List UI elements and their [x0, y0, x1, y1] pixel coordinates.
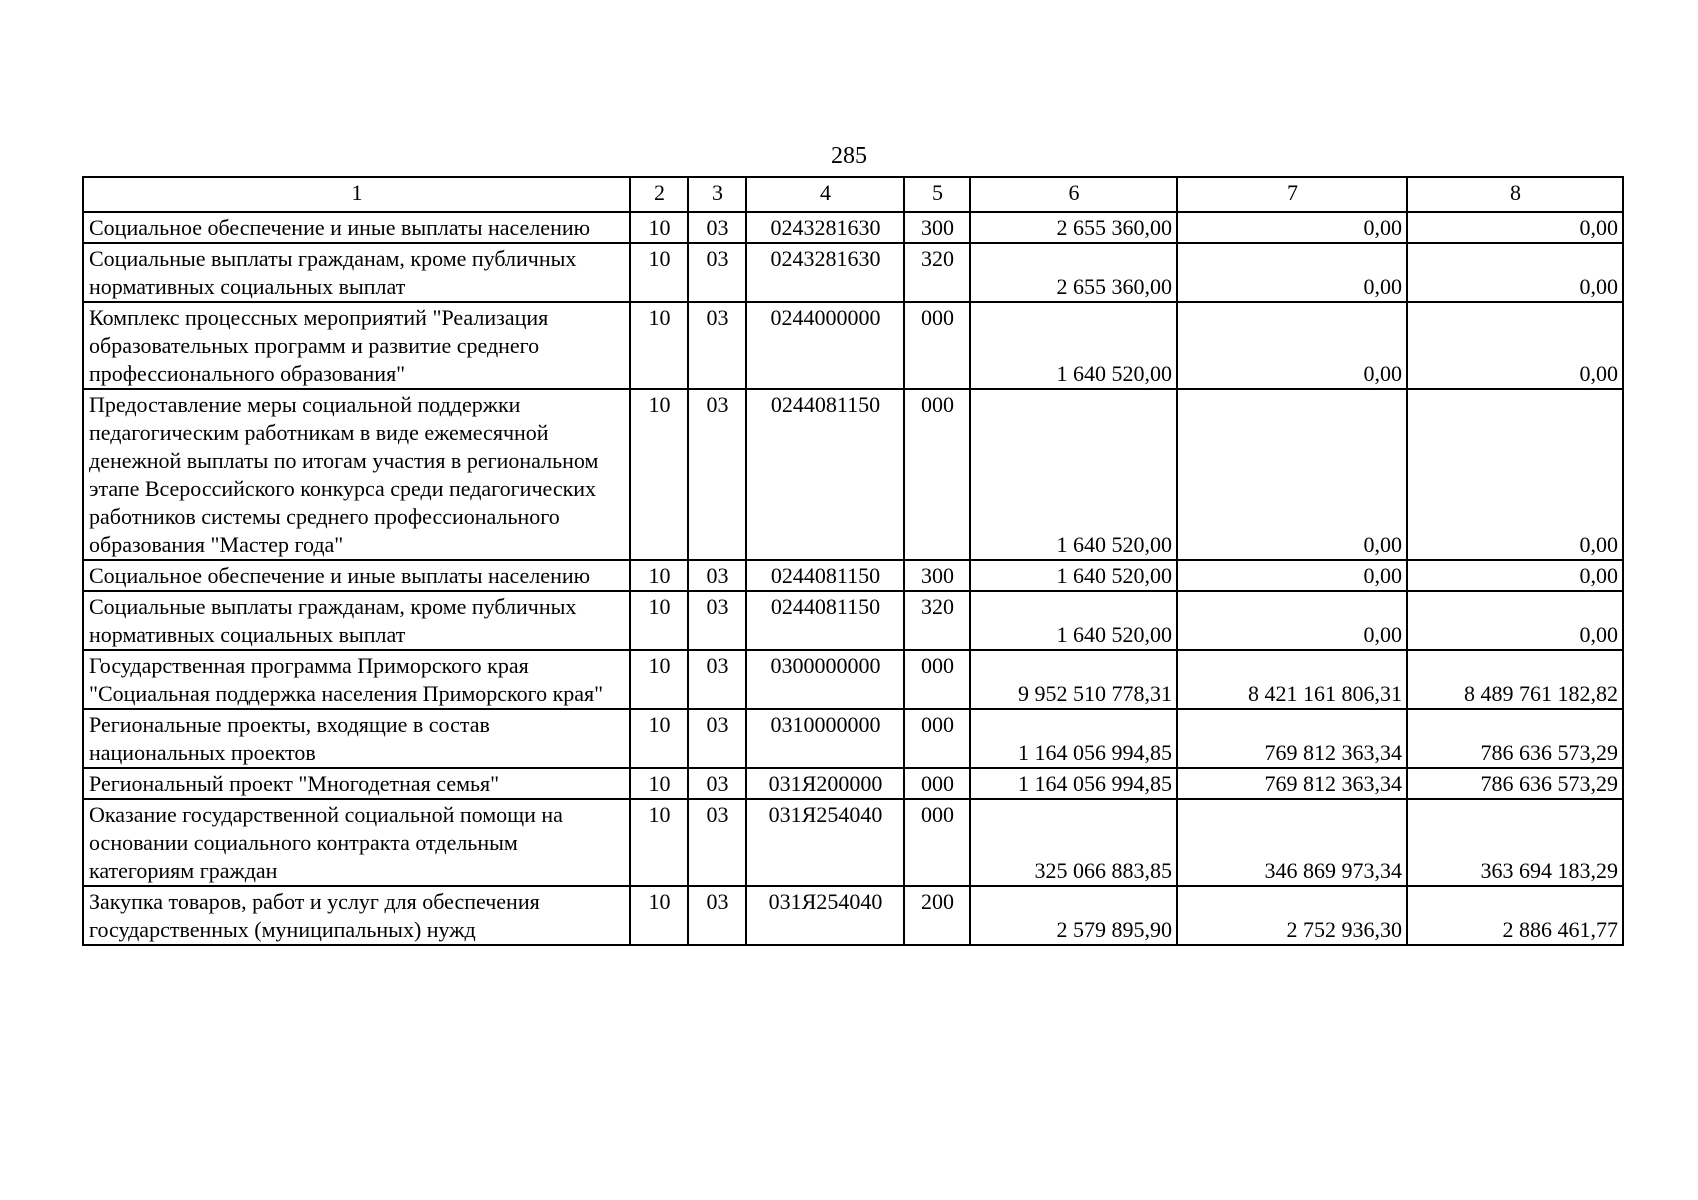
row-expense-type: 320 — [904, 243, 970, 302]
row-subsection: 03 — [688, 302, 746, 389]
row-amount-col7: 0,00 — [1177, 212, 1407, 243]
row-amount-col7: 2 752 936,30 — [1177, 886, 1407, 945]
row-amount-col6: 1 640 520,00 — [970, 560, 1177, 591]
row-subsection: 03 — [688, 886, 746, 945]
budget-table — [82, 176, 1624, 946]
row-amount-col6: 1 640 520,00 — [970, 302, 1177, 389]
row-name: Социальные выплаты гражданам, кроме публичных нормативных социальных выплат — [83, 591, 630, 650]
row-name: Оказание государственной социальной помощи на основании социального контракта отдельным категориям граждан — [83, 799, 630, 886]
row-name: Комплекс процессных мероприятий "Реализация образовательных программ и развитие среднего профессионального образования" — [83, 302, 630, 389]
row-subsection: 03 — [688, 560, 746, 591]
row-expense-type: 300 — [904, 560, 970, 591]
row-amount-col6: 1 640 520,00 — [970, 389, 1177, 560]
row-name: Региональный проект "Многодетная семья" — [83, 768, 630, 799]
table-row — [83, 799, 1623, 886]
row-target-code: 031Я254040 — [746, 799, 904, 886]
row-target-code: 0244081150 — [746, 560, 904, 591]
row-subsection: 03 — [688, 709, 746, 768]
table-row — [83, 709, 1623, 768]
table-row — [83, 302, 1623, 389]
row-amount-col6: 1 640 520,00 — [970, 591, 1177, 650]
row-expense-type: 000 — [904, 709, 970, 768]
row-target-code: 031Я254040 — [746, 886, 904, 945]
row-section: 10 — [630, 886, 688, 945]
row-target-code: 0310000000 — [746, 709, 904, 768]
row-expense-type: 320 — [904, 591, 970, 650]
row-subsection: 03 — [688, 212, 746, 243]
row-section: 10 — [630, 212, 688, 243]
row-amount-col6: 1 164 056 994,85 — [970, 768, 1177, 799]
row-name: Социальное обеспечение и иные выплаты населению — [83, 212, 630, 243]
row-amount-col8: 0,00 — [1407, 212, 1623, 243]
row-amount-col6: 2 579 895,90 — [970, 886, 1177, 945]
header-cell-5: 5 — [904, 177, 970, 212]
row-amount-col8: 0,00 — [1407, 591, 1623, 650]
header-cell-3: 3 — [688, 177, 746, 212]
row-amount-col8: 786 636 573,29 — [1407, 709, 1623, 768]
header-cell-7: 7 — [1177, 177, 1407, 212]
row-amount-col8: 0,00 — [1407, 560, 1623, 591]
row-expense-type: 000 — [904, 799, 970, 886]
row-section: 10 — [630, 560, 688, 591]
row-section: 10 — [630, 650, 688, 709]
row-section: 10 — [630, 243, 688, 302]
row-subsection: 03 — [688, 389, 746, 560]
row-amount-col8: 8 489 761 182,82 — [1407, 650, 1623, 709]
row-amount-col7: 0,00 — [1177, 243, 1407, 302]
header-cell-4: 4 — [746, 177, 904, 212]
row-subsection: 03 — [688, 768, 746, 799]
row-target-code: 0244081150 — [746, 389, 904, 560]
row-amount-col6: 2 655 360,00 — [970, 212, 1177, 243]
row-name: Социальное обеспечение и иные выплаты населению — [83, 560, 630, 591]
header-cell-8: 8 — [1407, 177, 1623, 212]
row-target-code: 0243281630 — [746, 243, 904, 302]
table-row — [83, 886, 1623, 945]
table-row — [83, 212, 1623, 243]
row-amount-col7: 8 421 161 806,31 — [1177, 650, 1407, 709]
row-expense-type: 000 — [904, 650, 970, 709]
row-name: Предоставление меры социальной поддержки педагогическим работникам в виде ежемесячной денежной выплаты по итогам участия в региональном этапе Всероссийского конкурса среди педагогических работников системы среднего профессионального образования "Мастер года" — [83, 389, 630, 560]
row-amount-col8: 786 636 573,29 — [1407, 768, 1623, 799]
row-name: Региональные проекты, входящие в состав национальных проектов — [83, 709, 630, 768]
row-amount-col6: 2 655 360,00 — [970, 243, 1177, 302]
row-amount-col6: 325 066 883,85 — [970, 799, 1177, 886]
row-section: 10 — [630, 591, 688, 650]
row-section: 10 — [630, 389, 688, 560]
header-cell-1: 1 — [83, 177, 630, 212]
row-section: 10 — [630, 709, 688, 768]
row-amount-col7: 0,00 — [1177, 591, 1407, 650]
row-target-code: 0244081150 — [746, 591, 904, 650]
row-amount-col8: 2 886 461,77 — [1407, 886, 1623, 945]
row-subsection: 03 — [688, 650, 746, 709]
row-amount-col8: 0,00 — [1407, 302, 1623, 389]
row-amount-col7: 0,00 — [1177, 389, 1407, 560]
row-subsection: 03 — [688, 591, 746, 650]
table-row — [83, 389, 1623, 560]
row-section: 10 — [630, 302, 688, 389]
row-amount-col8: 0,00 — [1407, 389, 1623, 560]
table-row — [83, 768, 1623, 799]
row-name: Закупка товаров, работ и услуг для обеспечения государственных (муниципальных) нужд — [83, 886, 630, 945]
row-expense-type: 000 — [904, 768, 970, 799]
header-row — [83, 177, 1623, 212]
row-amount-col7: 769 812 363,34 — [1177, 709, 1407, 768]
row-subsection: 03 — [688, 243, 746, 302]
row-amount-col6: 9 952 510 778,31 — [970, 650, 1177, 709]
row-target-code: 0300000000 — [746, 650, 904, 709]
row-target-code: 0243281630 — [746, 212, 904, 243]
row-section: 10 — [630, 799, 688, 886]
header-cell-2: 2 — [630, 177, 688, 212]
row-expense-type: 000 — [904, 302, 970, 389]
row-expense-type: 300 — [904, 212, 970, 243]
table-row — [83, 560, 1623, 591]
row-target-code: 031Я200000 — [746, 768, 904, 799]
row-name: Государственная программа Приморского края "Социальная поддержка населения Приморского края" — [83, 650, 630, 709]
row-section: 10 — [630, 768, 688, 799]
row-subsection: 03 — [688, 799, 746, 886]
row-amount-col8: 0,00 — [1407, 243, 1623, 302]
row-expense-type: 000 — [904, 389, 970, 560]
table-row — [83, 591, 1623, 650]
row-name: Социальные выплаты гражданам, кроме публичных нормативных социальных выплат — [83, 243, 630, 302]
row-expense-type: 200 — [904, 886, 970, 945]
row-amount-col8: 363 694 183,29 — [1407, 799, 1623, 886]
table-row — [83, 650, 1623, 709]
row-target-code: 0244000000 — [746, 302, 904, 389]
row-amount-col7: 0,00 — [1177, 560, 1407, 591]
row-amount-col7: 0,00 — [1177, 302, 1407, 389]
page-number: 285 — [831, 143, 867, 169]
table-row — [83, 243, 1623, 302]
header-cell-6: 6 — [970, 177, 1177, 212]
row-amount-col7: 346 869 973,34 — [1177, 799, 1407, 886]
row-amount-col6: 1 164 056 994,85 — [970, 709, 1177, 768]
row-amount-col7: 769 812 363,34 — [1177, 768, 1407, 799]
